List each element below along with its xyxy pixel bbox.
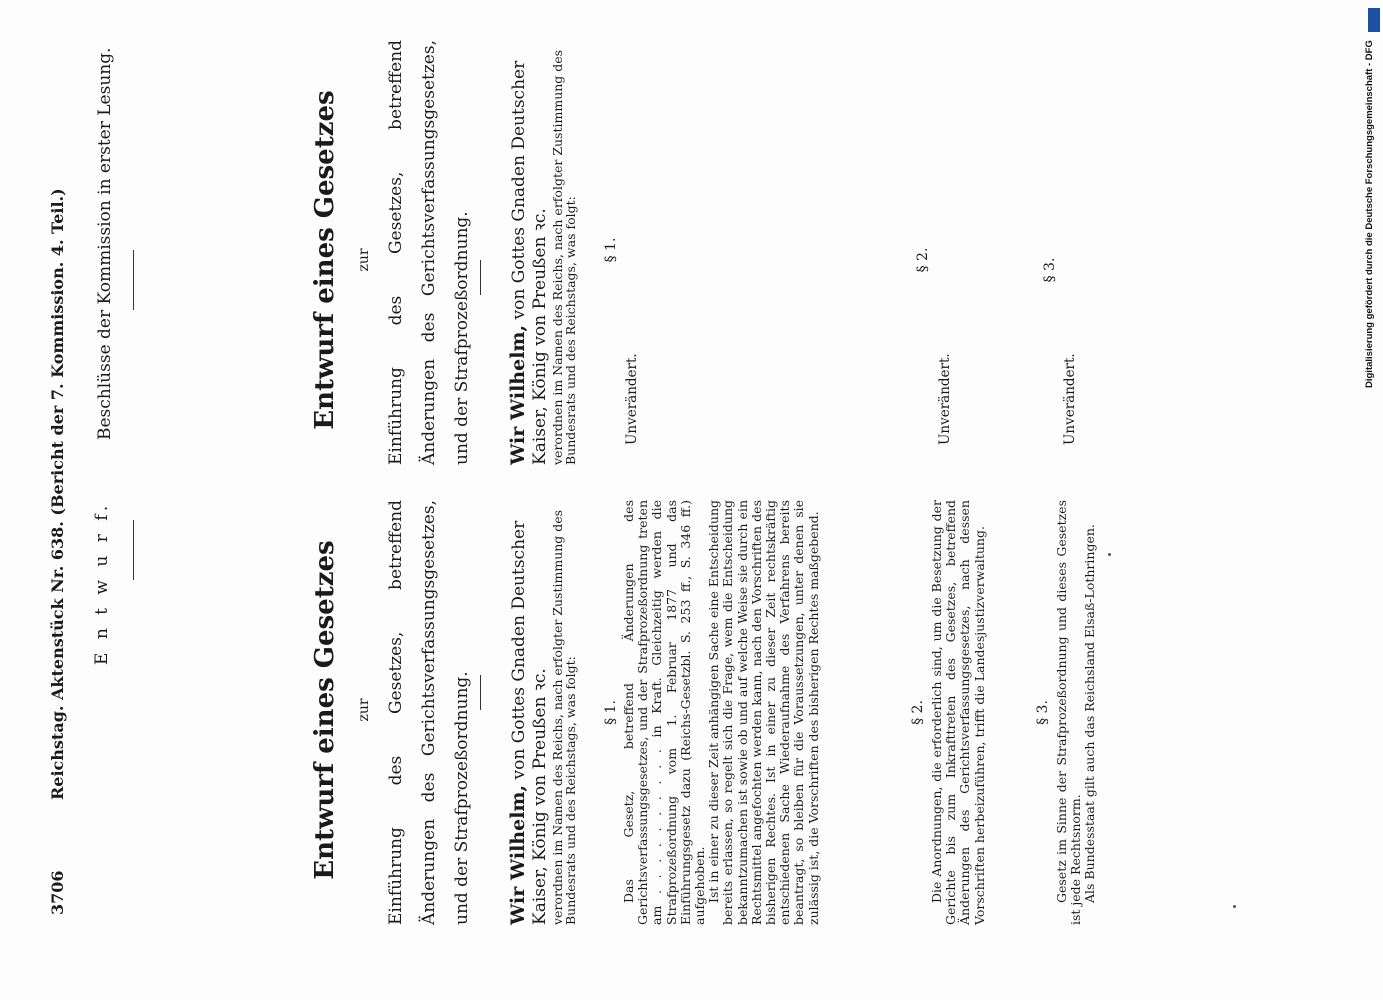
left-s1-paragraph-2: Ist in einer zu dieser Zeit anhängigen Sache eine Entscheidung bereits erlassen, so regelt sich die Frage, wem die Entscheidung bekanntzumachen ist sowie ob und auf welche Weise sie durch ein Rechtsmittel angefochten werden kann, nach den Vorschriften des bisherigen Rechtes. Ist in einer zu dieser Zeit rechtskräftig entschiedenen Sache Wiederaufnahme des Verfahrens bereits beantragt, so bleiben für die Voraussetzungen, unter denen sie zulässig ist, die Vorschriften des bisherigen Rechtes maßgebend. (706, 500, 821, 925)
left-s2-paragraph: Die Anordnungen, die erforderlich sind, um die Besetzung der Gerichte bis zum Inkrafttreten des Gesetzes, betreffend Änderungen des Gerichtsverfassungsgesetzes, nach dessen Vorschriften herbeizuführen, trifft die Landesjustizverwaltung. (929, 500, 987, 925)
digitization-note: Digitalisierung gefördert durch die Deutsche Forschungsgemeinschaft - DFG (1364, 40, 1375, 388)
right-subtitle-rule (480, 260, 481, 295)
left-s2-body (930, 500, 987, 925)
left-s1-paragraph-1: Das Gesetz, betreffend Änderungen des Gerichtsverfassungsgesetzes, und der Strafprozeßordnung treten am . . . . . . . . . . in Kraft. Gleichzeitig werden die Strafprozeßordnung vom 1. Februar 1877 und das Einführungsgesetz dazu (Reichs-Gesetzbl. S. 253 ff., S. 346 ff.) aufgehoben. (621, 500, 708, 925)
right-s3-text: Unverändert. (1062, 353, 1078, 445)
right-zur: zur (356, 248, 372, 272)
left-s3-paragraph-1: Gesetz im Sinne der Strafprozeßordnung und dieses Gesetzes ist jede Rechtsnorm. (1054, 500, 1084, 925)
left-column-label: E n t w u r f. (92, 501, 112, 665)
left-subtitle-rule (480, 675, 481, 710)
left-intro-small: verordnen im Namen des Reichs, nach erfolgter Zustimmung des Bundesrats und des Reichstags, was folgt: (550, 509, 578, 925)
right-s2-heading: § 2. (915, 247, 931, 273)
right-label-rule (133, 250, 134, 310)
right-subtitle: Einführung des Gesetzes, betreffend Änderungen des Gerichtsverfassungsgesetzes, und der Strafprozeßordnung. (386, 40, 472, 465)
left-subtitle: Einführung des Gesetzes, betreffend Änderungen des Gerichtsverfassungsgesetzes, und der Strafprozeßordnung. (386, 500, 472, 925)
left-intro-rest: von Gottes Gnaden Deutscher Kaiser, König von Preußen ꝛc. (509, 520, 550, 925)
left-zur: zur (356, 698, 372, 722)
left-intro-name: Wir Wilhelm, (507, 784, 529, 925)
left-s3-heading: § 3. (1035, 700, 1051, 725)
left-title: Entwurf eines Gesetzes (310, 540, 340, 880)
left-s1-heading: § 1. (603, 700, 619, 725)
right-column-label: Beschlüsse der Kommission in erster Lesung. (95, 47, 115, 440)
left-s3-body (1055, 500, 1098, 925)
right-intro-name: Wir Wilhelm, (507, 324, 529, 465)
print-speck (1233, 905, 1236, 908)
right-s1-text: Unverändert. (624, 353, 640, 445)
left-s2-heading: § 2. (910, 700, 926, 725)
left-label-rule (133, 520, 134, 580)
right-s2-text: Unverändert. (937, 353, 953, 445)
left-intro (508, 500, 577, 925)
right-title: Entwurf eines Gesetzes (310, 90, 340, 430)
print-speck (1108, 553, 1111, 556)
left-s3-paragraph-2: Als Bundesstaat gilt auch das Reichsland Elsaß-Lothringen. (1082, 524, 1098, 903)
running-head: Reichstag. Aktenstück Nr. 638. (Bericht der 7. Kommission. 4. Teil.) (48, 188, 67, 800)
right-s1-heading: § 1. (603, 237, 619, 263)
dfg-note-strip (1360, 8, 1380, 388)
right-intro-small: verordnen im Namen des Reichs, nach erfolgter Zustimmung des Bundesrats und des Reichstags, was folgt: (550, 49, 578, 465)
right-intro (508, 40, 577, 465)
left-s1-body (622, 500, 821, 925)
page-number: 3706 (48, 870, 67, 915)
right-intro-rest: von Gottes Gnaden Deutscher Kaiser, König von Preußen ꝛc. (509, 60, 550, 465)
right-s3-heading: § 3. (1042, 257, 1058, 283)
